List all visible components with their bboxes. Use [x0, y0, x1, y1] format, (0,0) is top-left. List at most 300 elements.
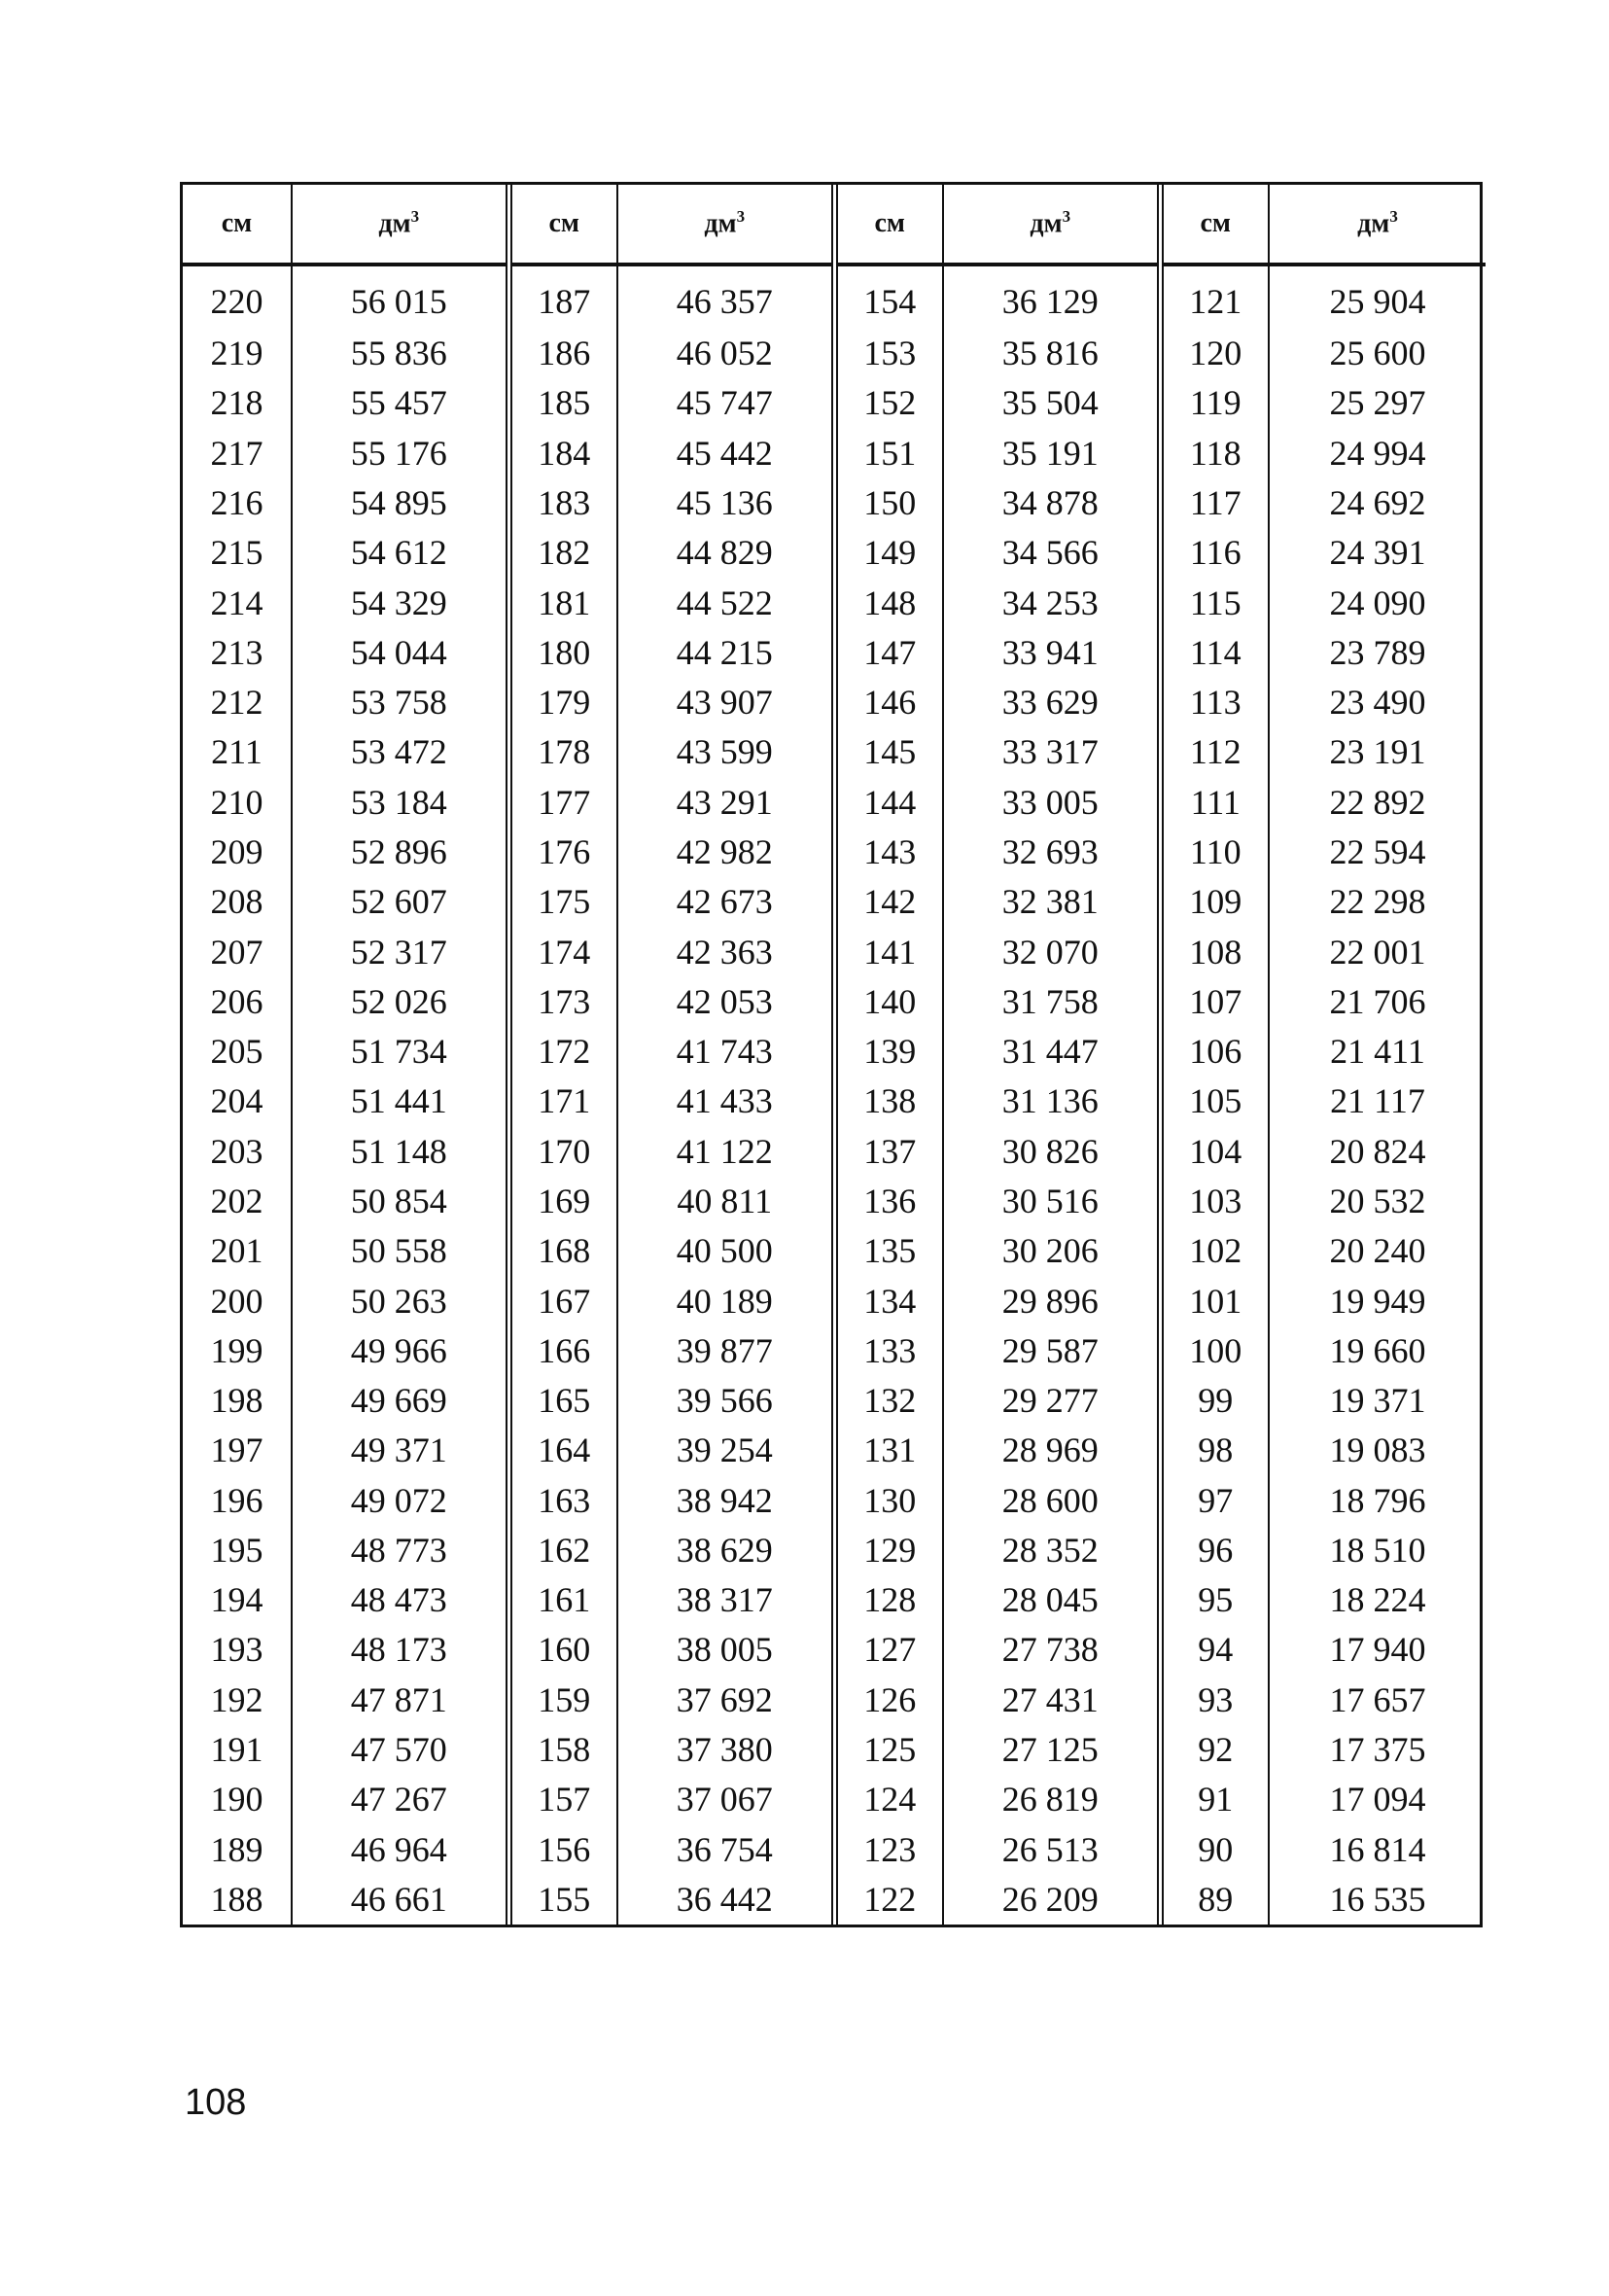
table-row	[183, 1874, 1486, 1925]
cell-height-cm: 167	[508, 1276, 617, 1325]
cell-volume-dm3: 40 811	[617, 1176, 834, 1225]
cell-volume-dm3: 51 441	[292, 1077, 508, 1126]
cell-height-cm: 173	[508, 976, 617, 1026]
cell-volume-dm3: 50 854	[292, 1176, 508, 1225]
cell-height-cm: 92	[1160, 1724, 1269, 1774]
cell-height-cm: 161	[508, 1575, 617, 1625]
cell-volume-dm3: 54 044	[292, 627, 508, 677]
cell-height-cm: 186	[508, 329, 617, 378]
cell-height-cm: 127	[834, 1625, 943, 1675]
cell-volume-dm3: 31 136	[943, 1077, 1160, 1126]
cell-height-cm: 217	[183, 428, 292, 477]
cell-height-cm: 99	[1160, 1375, 1269, 1425]
cell-height-cm: 195	[183, 1525, 292, 1574]
cell-volume-dm3: 42 673	[617, 877, 834, 927]
cell-volume-dm3: 18 510	[1329, 1530, 1426, 1570]
cell-volume-dm3: 52 026	[292, 976, 508, 1026]
table-row	[183, 1226, 1486, 1276]
cell-volume-dm3: 19 371	[1329, 1381, 1426, 1421]
cell-height-cm: 220	[183, 265, 292, 329]
cell-volume-dm3: 43 291	[617, 777, 834, 827]
cell-volume-dm3: 17 940	[1329, 1630, 1426, 1670]
cell-height-cm: 193	[183, 1625, 292, 1675]
cell-height-cm: 190	[183, 1775, 292, 1824]
cell-height-cm: 104	[1160, 1126, 1269, 1176]
table-row	[183, 428, 1486, 477]
column-header-dm3: $дм^3$	[292, 185, 508, 265]
cell-height-cm: 95	[1160, 1575, 1269, 1625]
cell-height-cm: 199	[183, 1325, 292, 1375]
column-header-cm: см	[508, 185, 617, 265]
cell-volume-dm3: 54 895	[292, 477, 508, 527]
cell-volume-dm3: 34 878	[943, 477, 1160, 527]
table-row	[183, 627, 1486, 677]
cell-volume-dm3: 39 566	[617, 1375, 834, 1425]
cell-volume-dm3: 27 738	[943, 1625, 1160, 1675]
cell-height-cm: 169	[508, 1176, 617, 1225]
cell-volume-dm3: 24 692	[1329, 483, 1426, 523]
cell-height-cm: 96	[1160, 1525, 1269, 1574]
cell-height-cm: 134	[834, 1276, 943, 1325]
cell-height-cm: 200	[183, 1276, 292, 1325]
cell-volume-dm3: 48 473	[292, 1575, 508, 1625]
cell-height-cm: 100	[1160, 1325, 1269, 1375]
cell-volume-dm3: 34 566	[943, 528, 1160, 578]
cell-height-cm: 138	[834, 1077, 943, 1126]
cell-height-cm: 164	[508, 1426, 617, 1475]
cell-height-cm: 194	[183, 1575, 292, 1625]
page-number: 108	[185, 2082, 247, 2123]
table-row	[183, 1375, 1486, 1425]
cell-volume-dm3: 27 431	[943, 1675, 1160, 1724]
cell-volume-dm3: 27 125	[943, 1724, 1160, 1774]
cell-volume-dm3: 31 447	[943, 1026, 1160, 1076]
cell-height-cm: 191	[183, 1724, 292, 1774]
cell-height-cm: 121	[1160, 265, 1269, 329]
cell-volume-dm3: 49 072	[292, 1475, 508, 1525]
column-header-dm3: $дм^3$	[617, 185, 834, 265]
cell-volume-dm3: 55 457	[292, 378, 508, 428]
table-row	[183, 1525, 1486, 1574]
cell-volume-dm3: 40 500	[617, 1226, 834, 1276]
cell-volume-dm3: 38 317	[617, 1575, 834, 1625]
cell-volume-dm3: 39 877	[617, 1325, 834, 1375]
cell-volume-dm3: 48 173	[292, 1625, 508, 1675]
cell-height-cm: 158	[508, 1724, 617, 1774]
cell-volume-dm3: 25 297	[1329, 383, 1426, 423]
cell-height-cm: 91	[1160, 1775, 1269, 1824]
cell-height-cm: 162	[508, 1525, 617, 1574]
cell-height-cm: 187	[508, 265, 617, 329]
cell-height-cm: 119	[1160, 378, 1269, 428]
table-row	[183, 528, 1486, 578]
cell-volume-dm3: 26 209	[943, 1874, 1160, 1925]
cell-volume-dm3: 25 904	[1329, 281, 1426, 321]
table-row	[183, 827, 1486, 876]
cell-volume-dm3: 41 122	[617, 1126, 834, 1176]
cell-height-cm: 129	[834, 1525, 943, 1574]
cell-volume-dm3: 47 871	[292, 1675, 508, 1724]
cell-volume-dm3: 56 015	[292, 265, 508, 329]
cell-volume-dm3: 17 657	[1329, 1679, 1426, 1719]
cell-height-cm: 90	[1160, 1824, 1269, 1874]
cell-height-cm: 151	[834, 428, 943, 477]
cell-volume-dm3: 21 411	[1330, 1032, 1425, 1072]
cell-volume-dm3: 32 070	[943, 927, 1160, 976]
cell-volume-dm3: 46 052	[617, 329, 834, 378]
cell-height-cm: 213	[183, 627, 292, 677]
table-row	[183, 1475, 1486, 1525]
cell-height-cm: 211	[183, 727, 292, 777]
table-row	[183, 927, 1486, 976]
cell-volume-dm3: 28 600	[943, 1475, 1160, 1525]
cell-volume-dm3: 21 117	[1330, 1081, 1425, 1121]
table-row	[183, 1026, 1486, 1076]
cell-volume-dm3: 23 191	[1329, 732, 1426, 772]
table-row	[183, 1724, 1486, 1774]
cell-height-cm: 171	[508, 1077, 617, 1126]
cell-volume-dm3: 50 263	[292, 1276, 508, 1325]
cell-volume-dm3: 38 005	[617, 1625, 834, 1675]
cell-height-cm: 145	[834, 727, 943, 777]
cell-height-cm: 122	[834, 1874, 943, 1925]
cell-height-cm: 192	[183, 1675, 292, 1724]
cell-volume-dm3: 20 824	[1329, 1131, 1426, 1171]
cell-volume-dm3: 41 743	[617, 1026, 834, 1076]
cell-height-cm: 150	[834, 477, 943, 527]
cell-volume-dm3: 21 706	[1329, 981, 1426, 1021]
cell-volume-dm3: 45 136	[617, 477, 834, 527]
cell-height-cm: 207	[183, 927, 292, 976]
cell-volume-dm3: 23 789	[1329, 632, 1426, 672]
cell-height-cm: 157	[508, 1775, 617, 1824]
cell-height-cm: 118	[1160, 428, 1269, 477]
cell-height-cm: 135	[834, 1226, 943, 1276]
cell-volume-dm3: 49 669	[292, 1375, 508, 1425]
table-row	[183, 976, 1486, 1026]
table-row	[183, 265, 1486, 329]
cell-volume-dm3: 46 964	[292, 1824, 508, 1874]
cell-height-cm: 112	[1160, 727, 1269, 777]
cell-height-cm: 216	[183, 477, 292, 527]
cell-volume-dm3: 31 758	[943, 976, 1160, 1026]
cell-height-cm: 131	[834, 1426, 943, 1475]
cell-height-cm: 144	[834, 777, 943, 827]
cell-volume-dm3: 18 224	[1329, 1580, 1426, 1620]
cell-height-cm: 197	[183, 1426, 292, 1475]
cell-height-cm: 139	[834, 1026, 943, 1076]
cell-volume-dm3: 53 184	[292, 777, 508, 827]
cell-height-cm: 166	[508, 1325, 617, 1375]
cell-volume-dm3: 22 594	[1329, 831, 1426, 871]
cell-height-cm: 147	[834, 627, 943, 677]
cell-volume-dm3: 36 754	[617, 1824, 834, 1874]
cell-volume-dm3: 25 600	[1329, 334, 1426, 373]
table-row	[183, 1325, 1486, 1375]
table-row	[183, 1276, 1486, 1325]
cell-height-cm: 146	[834, 678, 943, 727]
table-row	[183, 1675, 1486, 1724]
cell-volume-dm3: 44 215	[617, 627, 834, 677]
cell-height-cm: 179	[508, 678, 617, 727]
cell-volume-dm3: 33 317	[943, 727, 1160, 777]
cell-height-cm: 182	[508, 528, 617, 578]
cell-height-cm: 212	[183, 678, 292, 727]
cell-height-cm: 181	[508, 578, 617, 627]
cell-volume-dm3: 55 176	[292, 428, 508, 477]
cell-height-cm: 159	[508, 1675, 617, 1724]
cell-height-cm: 178	[508, 727, 617, 777]
cell-height-cm: 172	[508, 1026, 617, 1076]
cell-height-cm: 93	[1160, 1675, 1269, 1724]
cell-volume-dm3: 36 129	[943, 265, 1160, 329]
cell-volume-dm3: 42 982	[617, 827, 834, 876]
column-header-cm: см	[1160, 185, 1269, 265]
cell-volume-dm3: 28 045	[943, 1575, 1160, 1625]
cell-height-cm: 114	[1160, 627, 1269, 677]
table-row	[183, 777, 1486, 827]
cell-volume-dm3: 40 189	[617, 1276, 834, 1325]
cell-volume-dm3: 35 191	[943, 428, 1160, 477]
cell-volume-dm3: 22 001	[1329, 932, 1426, 971]
table-row	[183, 877, 1486, 927]
table-row	[183, 1077, 1486, 1126]
cell-volume-dm3: 42 363	[617, 927, 834, 976]
volume-table-frame	[180, 182, 1483, 1927]
cell-height-cm: 153	[834, 329, 943, 378]
column-header-dm3: $дм^3$	[943, 185, 1160, 265]
table-row	[183, 727, 1486, 777]
cell-height-cm: 160	[508, 1625, 617, 1675]
cell-height-cm: 149	[834, 528, 943, 578]
cell-volume-dm3: 29 277	[943, 1375, 1160, 1425]
cell-height-cm: 140	[834, 976, 943, 1026]
cell-volume-dm3: 46 357	[617, 265, 834, 329]
cell-volume-dm3: 17 375	[1329, 1730, 1426, 1770]
cell-height-cm: 125	[834, 1724, 943, 1774]
table-row	[183, 578, 1486, 627]
cell-volume-dm3: 54 329	[292, 578, 508, 627]
cell-volume-dm3: 28 969	[943, 1426, 1160, 1475]
cell-height-cm: 208	[183, 877, 292, 927]
cell-height-cm: 142	[834, 877, 943, 927]
table-row	[183, 678, 1486, 727]
table-row	[183, 1176, 1486, 1225]
cell-height-cm: 189	[183, 1824, 292, 1874]
table-body	[183, 265, 1486, 1925]
cell-volume-dm3: 51 734	[292, 1026, 508, 1076]
cell-volume-dm3: 24 090	[1329, 583, 1426, 622]
cell-volume-dm3: 22 298	[1329, 882, 1426, 922]
cell-height-cm: 137	[834, 1126, 943, 1176]
cell-volume-dm3: 41 433	[617, 1077, 834, 1126]
cell-volume-dm3: 30 826	[943, 1126, 1160, 1176]
cell-height-cm: 103	[1160, 1176, 1269, 1225]
table-row	[183, 1126, 1486, 1176]
cell-volume-dm3: 53 758	[292, 678, 508, 727]
cell-volume-dm3: 28 352	[943, 1525, 1160, 1574]
cell-height-cm: 116	[1160, 528, 1269, 578]
cell-height-cm: 218	[183, 378, 292, 428]
cell-height-cm: 205	[183, 1026, 292, 1076]
cell-height-cm: 196	[183, 1475, 292, 1525]
cell-volume-dm3: 54 612	[292, 528, 508, 578]
cell-height-cm: 126	[834, 1675, 943, 1724]
cell-volume-dm3: 24 994	[1329, 433, 1426, 473]
cell-height-cm: 148	[834, 578, 943, 627]
cell-volume-dm3: 35 816	[943, 329, 1160, 378]
cell-volume-dm3: 20 532	[1329, 1181, 1426, 1220]
cell-height-cm: 113	[1160, 678, 1269, 727]
cell-height-cm: 174	[508, 927, 617, 976]
cell-volume-dm3: 43 599	[617, 727, 834, 777]
cell-volume-dm3: 55 836	[292, 329, 508, 378]
cell-height-cm: 141	[834, 927, 943, 976]
cell-volume-dm3: 44 522	[617, 578, 834, 627]
cell-height-cm: 128	[834, 1575, 943, 1625]
cell-height-cm: 94	[1160, 1625, 1269, 1675]
cell-volume-dm3: 45 747	[617, 378, 834, 428]
cell-height-cm: 204	[183, 1077, 292, 1126]
cell-height-cm: 152	[834, 378, 943, 428]
cell-height-cm: 163	[508, 1475, 617, 1525]
cell-height-cm: 210	[183, 777, 292, 827]
cell-volume-dm3: 23 490	[1329, 683, 1426, 723]
cell-height-cm: 111	[1160, 777, 1269, 827]
cell-volume-dm3: 52 607	[292, 877, 508, 927]
cell-volume-dm3: 32 693	[943, 827, 1160, 876]
cell-volume-dm3: 34 253	[943, 578, 1160, 627]
cell-volume-dm3: 43 907	[617, 678, 834, 727]
cell-height-cm: 209	[183, 827, 292, 876]
cell-height-cm: 115	[1160, 578, 1269, 627]
cell-height-cm: 214	[183, 578, 292, 627]
cell-height-cm: 98	[1160, 1426, 1269, 1475]
table-row	[183, 1426, 1486, 1475]
cell-volume-dm3: 49 966	[292, 1325, 508, 1375]
cell-volume-dm3: 50 558	[292, 1226, 508, 1276]
cell-height-cm: 177	[508, 777, 617, 827]
cell-volume-dm3: 30 206	[943, 1226, 1160, 1276]
cell-volume-dm3: 29 587	[943, 1325, 1160, 1375]
cell-height-cm: 143	[834, 827, 943, 876]
cell-volume-dm3: 37 067	[617, 1775, 834, 1824]
table-row	[183, 1775, 1486, 1824]
cell-volume-dm3: 16 814	[1329, 1829, 1426, 1869]
table-header-row	[183, 185, 1486, 265]
cell-height-cm: 215	[183, 528, 292, 578]
cell-volume-dm3: 19 083	[1329, 1431, 1426, 1470]
volume-table	[183, 185, 1486, 1925]
cell-height-cm: 175	[508, 877, 617, 927]
cell-height-cm: 123	[834, 1824, 943, 1874]
cell-height-cm: 185	[508, 378, 617, 428]
cell-height-cm: 206	[183, 976, 292, 1026]
cell-height-cm: 107	[1160, 976, 1269, 1026]
cell-volume-dm3: 19 660	[1329, 1330, 1426, 1370]
cell-volume-dm3: 33 629	[943, 678, 1160, 727]
cell-height-cm: 202	[183, 1176, 292, 1225]
cell-height-cm: 176	[508, 827, 617, 876]
cell-volume-dm3: 46 661	[292, 1874, 508, 1925]
cell-volume-dm3: 49 371	[292, 1426, 508, 1475]
cell-height-cm: 184	[508, 428, 617, 477]
cell-height-cm: 89	[1160, 1874, 1269, 1925]
cell-height-cm: 101	[1160, 1276, 1269, 1325]
cell-volume-dm3: 32 381	[943, 877, 1160, 927]
cell-volume-dm3: 52 317	[292, 927, 508, 976]
cell-volume-dm3: 33 941	[943, 627, 1160, 677]
cell-volume-dm3: 35 504	[943, 378, 1160, 428]
cell-volume-dm3: 19 949	[1329, 1281, 1426, 1321]
cell-height-cm: 170	[508, 1126, 617, 1176]
cell-volume-dm3: 38 629	[617, 1525, 834, 1574]
table-row	[183, 329, 1486, 378]
cell-volume-dm3: 44 829	[617, 528, 834, 578]
cell-height-cm: 130	[834, 1475, 943, 1525]
cell-height-cm: 156	[508, 1824, 617, 1874]
cell-height-cm: 180	[508, 627, 617, 677]
cell-height-cm: 132	[834, 1375, 943, 1425]
cell-volume-dm3: 20 240	[1329, 1231, 1426, 1271]
cell-volume-dm3: 39 254	[617, 1426, 834, 1475]
cell-volume-dm3: 26 513	[943, 1824, 1160, 1874]
column-header-cm: см	[183, 185, 292, 265]
cell-volume-dm3: 17 094	[1329, 1780, 1426, 1819]
cell-height-cm: 97	[1160, 1475, 1269, 1525]
cell-height-cm: 133	[834, 1325, 943, 1375]
cell-volume-dm3: 36 442	[617, 1874, 834, 1925]
cell-height-cm: 124	[834, 1775, 943, 1824]
column-header-dm3: $дм^3$	[1269, 185, 1486, 265]
cell-volume-dm3: 45 442	[617, 428, 834, 477]
cell-height-cm: 109	[1160, 877, 1269, 927]
cell-height-cm: 105	[1160, 1077, 1269, 1126]
cell-height-cm: 120	[1160, 329, 1269, 378]
column-header-cm: см	[834, 185, 943, 265]
cell-height-cm: 136	[834, 1176, 943, 1225]
cell-height-cm: 155	[508, 1874, 617, 1925]
table-row	[183, 378, 1486, 428]
cell-volume-dm3: 33 005	[943, 777, 1160, 827]
cell-volume-dm3: 18 796	[1329, 1480, 1426, 1520]
cell-height-cm: 165	[508, 1375, 617, 1425]
cell-height-cm: 108	[1160, 927, 1269, 976]
cell-volume-dm3: 48 773	[292, 1525, 508, 1574]
cell-height-cm: 203	[183, 1126, 292, 1176]
cell-volume-dm3: 30 516	[943, 1176, 1160, 1225]
cell-height-cm: 106	[1160, 1026, 1269, 1076]
table-row	[183, 1824, 1486, 1874]
cell-volume-dm3: 47 570	[292, 1724, 508, 1774]
cell-height-cm: 219	[183, 329, 292, 378]
cell-volume-dm3: 37 380	[617, 1724, 834, 1774]
cell-height-cm: 117	[1160, 477, 1269, 527]
cell-volume-dm3: 37 692	[617, 1675, 834, 1724]
cell-volume-dm3: 22 892	[1329, 782, 1426, 822]
table-row	[183, 1625, 1486, 1675]
cell-height-cm: 183	[508, 477, 617, 527]
cell-volume-dm3: 42 053	[617, 976, 834, 1026]
cell-volume-dm3: 26 819	[943, 1775, 1160, 1824]
cell-height-cm: 201	[183, 1226, 292, 1276]
cell-height-cm: 110	[1160, 827, 1269, 876]
table-row	[183, 477, 1486, 527]
cell-volume-dm3: 53 472	[292, 727, 508, 777]
cell-volume-dm3: 38 942	[617, 1475, 834, 1525]
cell-height-cm: 188	[183, 1874, 292, 1925]
cell-height-cm: 168	[508, 1226, 617, 1276]
